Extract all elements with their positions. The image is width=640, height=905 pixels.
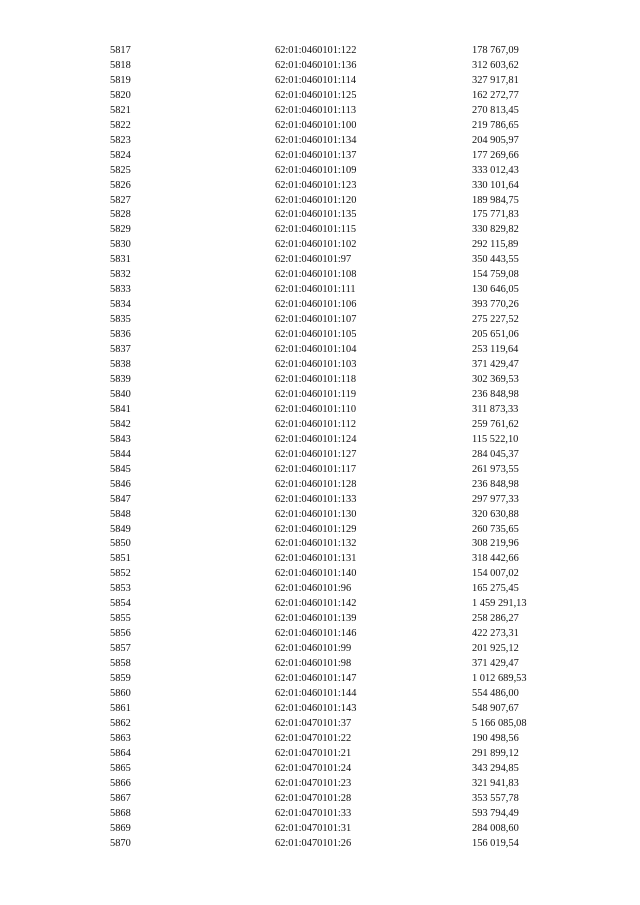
row-number-cell: 5826 bbox=[110, 179, 131, 191]
cadastral-number-cell: 62:01:0460101:139 bbox=[275, 613, 357, 625]
value-cell: 330 101,64 bbox=[472, 179, 519, 191]
row-number-cell: 5817 bbox=[110, 45, 131, 56]
table-row bbox=[110, 627, 572, 642]
table-row bbox=[110, 208, 572, 223]
value-cell: 156 019,54 bbox=[472, 837, 519, 849]
table-row bbox=[110, 612, 572, 627]
value-cell: 162 272,77 bbox=[472, 89, 519, 101]
cadastral-number-cell: 62:01:0460101:118 bbox=[275, 373, 357, 385]
table-row bbox=[110, 582, 572, 597]
value-cell: 5 166 085,08 bbox=[472, 717, 527, 729]
table-row bbox=[110, 433, 572, 448]
table-row bbox=[110, 343, 572, 358]
table-row bbox=[110, 104, 572, 119]
row-number-cell: 5848 bbox=[110, 508, 131, 520]
row-number-cell: 5869 bbox=[110, 822, 131, 834]
value-cell: 258 286,27 bbox=[472, 613, 519, 625]
value-cell: 259 761,62 bbox=[472, 418, 519, 430]
table-row bbox=[110, 268, 572, 283]
row-number-cell: 5844 bbox=[110, 448, 131, 460]
row-number-cell: 5824 bbox=[110, 149, 131, 161]
cadastral-number-cell: 62:01:0460101:144 bbox=[275, 687, 357, 699]
cadastral-number-cell: 62:01:0460101:136 bbox=[275, 59, 357, 71]
row-number-cell: 5847 bbox=[110, 493, 131, 505]
table-row bbox=[110, 253, 572, 268]
value-cell: 371 429,47 bbox=[472, 658, 519, 670]
cadastral-number-cell: 62:01:0460101:129 bbox=[275, 523, 357, 535]
row-number-cell: 5823 bbox=[110, 134, 131, 146]
cadastral-number-cell: 62:01:0470101:33 bbox=[275, 807, 352, 819]
cadastral-number-cell: 62:01:0470101:22 bbox=[275, 732, 352, 744]
row-number-cell: 5820 bbox=[110, 89, 131, 101]
value-cell: 1 459 291,13 bbox=[472, 598, 527, 610]
cadastral-number-cell: 62:01:0460101:98 bbox=[275, 658, 352, 670]
row-number-cell: 5830 bbox=[110, 239, 131, 251]
row-number-cell: 5822 bbox=[110, 119, 131, 131]
table-row bbox=[110, 493, 572, 508]
value-cell: 219 786,65 bbox=[472, 119, 519, 131]
row-number-cell: 5865 bbox=[110, 762, 131, 774]
cadastral-number-cell: 62:01:0460101:143 bbox=[275, 702, 357, 714]
value-cell: 311 873,33 bbox=[472, 403, 519, 415]
records-table-body bbox=[110, 44, 572, 851]
cadastral-number-cell: 62:01:0460101:125 bbox=[275, 89, 357, 101]
cadastral-number-cell: 62:01:0470101:26 bbox=[275, 837, 352, 849]
cadastral-number-cell: 62:01:0470101:23 bbox=[275, 777, 352, 789]
cadastral-number-cell: 62:01:0460101:142 bbox=[275, 598, 357, 610]
row-number-cell: 5870 bbox=[110, 837, 131, 849]
table-row bbox=[110, 448, 572, 463]
cadastral-number-cell: 62:01:0460101:124 bbox=[275, 433, 357, 445]
table-row bbox=[110, 89, 572, 104]
cadastral-number-cell: 62:01:0460101:115 bbox=[275, 224, 357, 236]
table-row bbox=[110, 537, 572, 552]
row-number-cell: 5860 bbox=[110, 687, 131, 699]
row-number-cell: 5850 bbox=[110, 538, 131, 550]
table-row bbox=[110, 747, 572, 762]
table-row bbox=[110, 807, 572, 822]
table-row bbox=[110, 238, 572, 253]
value-cell: 554 486,00 bbox=[472, 687, 519, 699]
table-row bbox=[110, 642, 572, 657]
row-number-cell: 5834 bbox=[110, 299, 131, 311]
value-cell: 175 771,83 bbox=[472, 209, 519, 221]
cadastral-number-cell: 62:01:0460101:134 bbox=[275, 134, 357, 146]
row-number-cell: 5859 bbox=[110, 673, 131, 685]
cadastral-number-cell: 62:01:0460101:130 bbox=[275, 508, 357, 520]
value-cell: 236 848,98 bbox=[472, 478, 519, 490]
table-row bbox=[110, 672, 572, 687]
cadastral-number-cell: 62:01:0460101:123 bbox=[275, 179, 357, 191]
cadastral-number-cell: 62:01:0460101:99 bbox=[275, 643, 352, 655]
table-row bbox=[110, 313, 572, 328]
table-row bbox=[110, 567, 572, 582]
row-number-cell: 5821 bbox=[110, 104, 131, 116]
cadastral-number-cell: 62:01:0460101:112 bbox=[275, 418, 357, 430]
table-row bbox=[110, 822, 572, 837]
row-number-cell: 5837 bbox=[110, 344, 131, 356]
row-number-cell: 5849 bbox=[110, 523, 131, 535]
table-row bbox=[110, 837, 572, 852]
row-number-cell: 5827 bbox=[110, 194, 131, 206]
cadastral-number-cell: 62:01:0460101:100 bbox=[275, 119, 357, 131]
row-number-cell: 5833 bbox=[110, 284, 131, 296]
cadastral-number-cell: 62:01:0460101:102 bbox=[275, 239, 357, 251]
cadastral-number-cell: 62:01:0470101:37 bbox=[275, 717, 352, 729]
row-number-cell: 5831 bbox=[110, 254, 131, 266]
value-cell: 308 219,96 bbox=[472, 538, 519, 550]
row-number-cell: 5828 bbox=[110, 209, 131, 221]
table-row bbox=[110, 418, 572, 433]
table-row bbox=[110, 717, 572, 732]
row-number-cell: 5856 bbox=[110, 628, 131, 640]
cadastral-number-cell: 62:01:0460101:104 bbox=[275, 344, 357, 356]
value-cell: 189 984,75 bbox=[472, 194, 519, 206]
cadastral-number-cell: 62:01:0460101:107 bbox=[275, 314, 357, 326]
row-number-cell: 5857 bbox=[110, 643, 131, 655]
value-cell: 318 442,66 bbox=[472, 553, 519, 565]
row-number-cell: 5868 bbox=[110, 807, 131, 819]
table-row bbox=[110, 597, 572, 612]
cadastral-number-cell: 62:01:0460101:106 bbox=[275, 299, 357, 311]
cadastral-number-cell: 62:01:0460101:122 bbox=[275, 45, 357, 56]
table-row bbox=[110, 403, 572, 418]
table-row bbox=[110, 657, 572, 672]
cadastral-number-cell: 62:01:0460101:137 bbox=[275, 149, 357, 161]
value-cell: 284 008,60 bbox=[472, 822, 519, 834]
cadastral-number-cell: 62:01:0470101:21 bbox=[275, 747, 352, 759]
cadastral-number-cell: 62:01:0460101:96 bbox=[275, 583, 352, 595]
row-number-cell: 5863 bbox=[110, 732, 131, 744]
cadastral-number-cell: 62:01:0460101:117 bbox=[275, 463, 357, 475]
cadastral-number-cell: 62:01:0470101:24 bbox=[275, 762, 352, 774]
table-row bbox=[110, 298, 572, 313]
cadastral-number-cell: 62:01:0460101:114 bbox=[275, 74, 357, 86]
value-cell: 292 115,89 bbox=[472, 239, 519, 251]
row-number-cell: 5846 bbox=[110, 478, 131, 490]
value-cell: 343 294,85 bbox=[472, 762, 519, 774]
cadastral-number-cell: 62:01:0460101:127 bbox=[275, 448, 357, 460]
cadastral-number-cell: 62:01:0460101:133 bbox=[275, 493, 357, 505]
table-row bbox=[110, 373, 572, 388]
value-cell: 327 917,81 bbox=[472, 74, 519, 86]
value-cell: 275 227,52 bbox=[472, 314, 519, 326]
cadastral-number-cell: 62:01:0460101:108 bbox=[275, 269, 357, 281]
value-cell: 291 899,12 bbox=[472, 747, 519, 759]
value-cell: 371 429,47 bbox=[472, 359, 519, 371]
table-row bbox=[110, 732, 572, 747]
row-number-cell: 5862 bbox=[110, 717, 131, 729]
cadastral-number-cell: 62:01:0460101:111 bbox=[275, 284, 356, 296]
row-number-cell: 5839 bbox=[110, 373, 131, 385]
table-row bbox=[110, 328, 572, 343]
table-row bbox=[110, 223, 572, 238]
value-cell: 130 646,05 bbox=[472, 284, 519, 296]
row-number-cell: 5866 bbox=[110, 777, 131, 789]
value-cell: 270 813,45 bbox=[472, 104, 519, 116]
table-row bbox=[110, 523, 572, 538]
value-cell: 330 829,82 bbox=[472, 224, 519, 236]
value-cell: 350 443,55 bbox=[472, 254, 519, 266]
cadastral-number-cell: 62:01:0470101:28 bbox=[275, 792, 352, 804]
value-cell: 204 905,97 bbox=[472, 134, 519, 146]
row-number-cell: 5858 bbox=[110, 658, 131, 670]
row-number-cell: 5836 bbox=[110, 329, 131, 341]
value-cell: 1 012 689,53 bbox=[472, 673, 527, 685]
row-number-cell: 5819 bbox=[110, 74, 131, 86]
value-cell: 177 269,66 bbox=[472, 149, 519, 161]
table-row bbox=[110, 478, 572, 493]
cadastral-number-cell: 62:01:0460101:119 bbox=[275, 388, 357, 400]
table-row bbox=[110, 119, 572, 134]
table-row bbox=[110, 74, 572, 89]
value-cell: 253 119,64 bbox=[472, 344, 519, 356]
table-row bbox=[110, 508, 572, 523]
table-row bbox=[110, 358, 572, 373]
value-cell: 302 369,53 bbox=[472, 373, 519, 385]
row-number-cell: 5861 bbox=[110, 702, 131, 714]
row-number-cell: 5835 bbox=[110, 314, 131, 326]
row-number-cell: 5854 bbox=[110, 598, 131, 610]
table-row bbox=[110, 792, 572, 807]
cadastral-number-cell: 62:01:0460101:132 bbox=[275, 538, 357, 550]
table-row bbox=[110, 179, 572, 194]
value-cell: 333 012,43 bbox=[472, 164, 519, 176]
records-table bbox=[110, 44, 572, 851]
table-row bbox=[110, 164, 572, 179]
row-number-cell: 5832 bbox=[110, 269, 131, 281]
cadastral-number-cell: 62:01:0460101:113 bbox=[275, 104, 357, 116]
table-row bbox=[110, 44, 572, 59]
value-cell: 548 907,67 bbox=[472, 702, 519, 714]
table-row bbox=[110, 59, 572, 74]
cadastral-number-cell: 62:01:0460101:131 bbox=[275, 553, 357, 565]
value-cell: 393 770,26 bbox=[472, 299, 519, 311]
value-cell: 178 767,09 bbox=[472, 45, 519, 56]
table-row bbox=[110, 777, 572, 792]
row-number-cell: 5829 bbox=[110, 224, 131, 236]
cadastral-number-cell: 62:01:0460101:140 bbox=[275, 568, 357, 580]
cadastral-number-cell: 62:01:0460101:103 bbox=[275, 359, 357, 371]
row-number-cell: 5842 bbox=[110, 418, 131, 430]
value-cell: 115 522,10 bbox=[472, 433, 519, 445]
value-cell: 260 735,65 bbox=[472, 523, 519, 535]
row-number-cell: 5825 bbox=[110, 164, 131, 176]
value-cell: 190 498,56 bbox=[472, 732, 519, 744]
row-number-cell: 5841 bbox=[110, 403, 131, 415]
value-cell: 422 273,31 bbox=[472, 628, 519, 640]
table-row bbox=[110, 702, 572, 717]
table-row bbox=[110, 463, 572, 478]
row-number-cell: 5838 bbox=[110, 359, 131, 371]
value-cell: 312 603,62 bbox=[472, 59, 519, 71]
table-row bbox=[110, 134, 572, 149]
row-number-cell: 5851 bbox=[110, 553, 131, 565]
value-cell: 236 848,98 bbox=[472, 388, 519, 400]
value-cell: 593 794,49 bbox=[472, 807, 519, 819]
value-cell: 321 941,83 bbox=[472, 777, 519, 789]
cadastral-number-cell: 62:01:0460101:97 bbox=[275, 254, 352, 266]
cadastral-number-cell: 62:01:0460101:109 bbox=[275, 164, 357, 176]
row-number-cell: 5818 bbox=[110, 59, 131, 71]
cadastral-number-cell: 62:01:0460101:146 bbox=[275, 628, 357, 640]
cadastral-number-cell: 62:01:0460101:135 bbox=[275, 209, 357, 221]
table-row bbox=[110, 552, 572, 567]
value-cell: 320 630,88 bbox=[472, 508, 519, 520]
cadastral-number-cell: 62:01:0460101:128 bbox=[275, 478, 357, 490]
table-row bbox=[110, 194, 572, 209]
cadastral-number-cell: 62:01:0460101:147 bbox=[275, 673, 357, 685]
value-cell: 261 973,55 bbox=[472, 463, 519, 475]
value-cell: 201 925,12 bbox=[472, 643, 519, 655]
table-row bbox=[110, 149, 572, 164]
table-row bbox=[110, 283, 572, 298]
row-number-cell: 5853 bbox=[110, 583, 131, 595]
value-cell: 284 045,37 bbox=[472, 448, 519, 460]
cadastral-number-cell: 62:01:0460101:110 bbox=[275, 403, 357, 415]
value-cell: 154 759,08 bbox=[472, 269, 519, 281]
value-cell: 297 977,33 bbox=[472, 493, 519, 505]
row-number-cell: 5843 bbox=[110, 433, 131, 445]
row-number-cell: 5864 bbox=[110, 747, 131, 759]
table-row bbox=[110, 762, 572, 777]
value-cell: 353 557,78 bbox=[472, 792, 519, 804]
row-number-cell: 5840 bbox=[110, 388, 131, 400]
value-cell: 165 275,45 bbox=[472, 583, 519, 595]
row-number-cell: 5852 bbox=[110, 568, 131, 580]
table-row bbox=[110, 687, 572, 702]
cadastral-number-cell: 62:01:0460101:105 bbox=[275, 329, 357, 341]
value-cell: 154 007,02 bbox=[472, 568, 519, 580]
cadastral-number-cell: 62:01:0470101:31 bbox=[275, 822, 352, 834]
cadastral-number-cell: 62:01:0460101:120 bbox=[275, 194, 357, 206]
row-number-cell: 5867 bbox=[110, 792, 131, 804]
row-number-cell: 5855 bbox=[110, 613, 131, 625]
row-number-cell: 5845 bbox=[110, 463, 131, 475]
table-row bbox=[110, 388, 572, 403]
value-cell: 205 651,06 bbox=[472, 329, 519, 341]
